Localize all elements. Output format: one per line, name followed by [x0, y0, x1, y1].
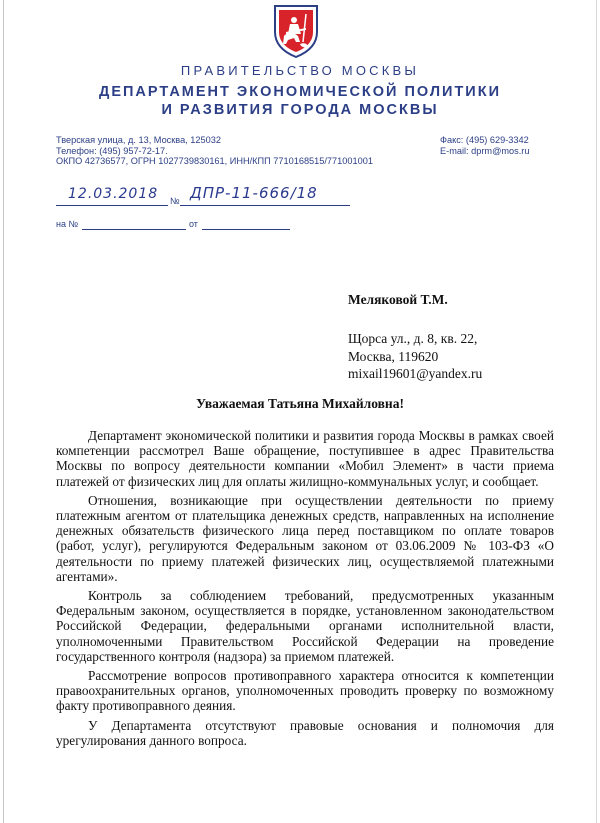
registration-line: [56, 186, 356, 210]
number-underline: [180, 205, 350, 206]
body-paragraph: Отношения, возникающие при осуществлении деятельности по приему платежным агентом от плательщика денежных средств, направленных на исполнение денежных обязательств физического лица перед поставщиком по оплате товаров (работ, услуг), регулируются Федеральным законом от 03.06.2009 № 103-ФЗ «О деятельности по приему платежей физических лиц, осуществляемой платежными агентами».: [56, 492, 554, 584]
reference-number-underline: [82, 229, 186, 230]
contact-block-left: [56, 135, 373, 167]
body-paragraph: У Департамента отсутствуют правовые основания и полномочия для урегулирования данного вопроса.: [56, 717, 554, 748]
body-paragraph: Рассмотрение вопросов противоправного характера относится к компетенции правоохранительных органов, уполномоченных проводить проверку по возможному факту противоправного деяния.: [56, 668, 554, 714]
letter-body: [56, 428, 554, 752]
reference-number-label: на №: [56, 219, 79, 229]
reference-from-label: от: [189, 219, 198, 229]
recipient-address-line1: Щорса ул., д. 8, кв. 22,: [348, 331, 478, 346]
body-paragraph: Контроль за соблюдением требований, предусмотренных указанным Федеральным законом, осуществляется в порядке, установленном законодательством Российской Федерации, федеральными органами исполнительной власти, уполномоченными Правительством Российской Федерации на проведение государственного контроля (надзора) за приемом платежей.: [56, 588, 554, 664]
fax-text: Факс: (495) 629-3342: [440, 135, 529, 145]
handwritten-number: ДПР-11-666/18: [190, 184, 318, 202]
department-title-line2: И РАЗВИТИЯ ГОРОДА МОСКВЫ: [161, 102, 439, 118]
recipient-email: mixail19601@yandex.ru: [348, 366, 483, 381]
email-text: E-mail: dprm@mos.ru: [440, 145, 530, 156]
registration-codes-text: ОКПО 42736577, ОГРН 1027739830161, ИНН/КПП 7710168515/771001001: [56, 156, 373, 166]
body-paragraph: Департамент экономической политики и развития города Москвы в рамках своей компетенции рассмотрел Ваше обращение, поступившее в адрес Правительства Москвы по вопросу деятельности компании «Мобил Элемент» в части приема платежей от физических лиц для оплаты жилищно-коммунальных услуг, и сообщает.: [56, 428, 554, 489]
recipient-name: Меляковой Т.М.: [348, 292, 448, 307]
reference-date-underline: [202, 229, 290, 230]
contact-block-right: [440, 135, 529, 156]
handwritten-date: 12.03.2018: [68, 186, 159, 202]
reference-line: [56, 219, 356, 233]
recipient-address-line2: Москва, 119620: [348, 349, 439, 364]
moscow-coat-of-arms-icon: [272, 2, 320, 58]
number-label: №: [170, 196, 180, 206]
department-title-line1: ДЕПАРТАМЕНТ ЭКОНОМИЧЕСКОЙ ПОЛИТИКИ: [99, 84, 501, 100]
phone-text: Телефон: (495) 957-72-17.: [56, 145, 168, 156]
date-underline: [56, 205, 168, 206]
address-text: Тверская улица, д. 13, Москва, 125032: [56, 135, 221, 145]
government-title: ПРАВИТЕЛЬСТВО МОСКВЫ: [180, 63, 420, 78]
greeting: Уважаемая Татьяна Михайловна!: [196, 396, 404, 411]
